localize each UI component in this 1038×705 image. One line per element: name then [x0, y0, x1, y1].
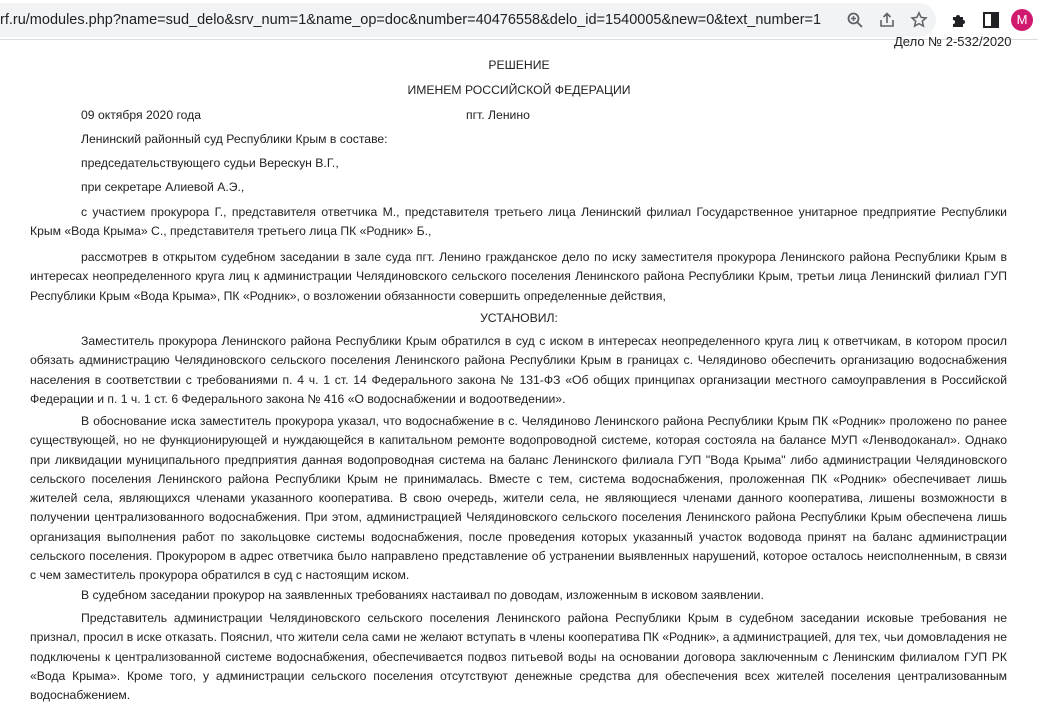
considered-paragraph: рассмотрев в открытом судебном заседании в зале суда пгт. Ленино гражданское дело по иску заместителя прокурора Ленинского района Республики Крым в интересах неопределенного круга лиц к администрации Челядиновского сельского поселения Ленинского района Республики Крым, третьи лица Ленинский филиал ГУП Республики Крым «Вода Крыма», ПК «Родник», о возложении обязанности совершить определенные действия,	[30, 250, 1007, 303]
judge-line: председательствующего судьи Верескун В.Г.,	[81, 156, 339, 170]
paragraph-hearing: В судебном заседании прокурор на заявленных требованиях настаивал по доводам, изложенным в исковом заявлении.	[81, 588, 764, 602]
paragraph-grounds: В обоснование иска заместитель прокурора указал, что водоснабжение в с. Челядиново Ленинского района Республики Крым ПК «Родник» проложено по ранее существующей, но не функционирующей и нуждающейся в капитальном ремонте водопроводной системе, которая состояла на балансе МУП «Ленводоканал». Однако при ликвидации муниципального предприятия данная водопроводная система на баланс Ленинского филиала ГУП "Вода Крыма" либо администрации Челядиновского сельского поселения Ленинского района Республики Крым не принималась. Вместе с тем, система водоснабжения, проложенная ПК «Родник» обеспечивает лишь жителей села, являющихся членами указанного кооператива. В свою очередь, жители села, не являющиеся членами данного кооператива, лишены возможности в получении централизованного водоснабжения. При этом, администрацией Челядиновского сельского поселения Ленинского района Республики Крым обеспечена лишь организация выполнения работ по закольцовке системы водоснабжения, после проведения которых указанный участок водовода принят на баланс администрации сельского поселения. Прокурором в адрес ответчика было направлено представление об устранении выявленных нарушений, которое осталось неисполненным, в связи с чем заместитель прокурора обратился в суд с настоящим иском.	[30, 414, 1007, 583]
court-line: Ленинский районный суд Республики Крым в составе:	[81, 132, 388, 146]
paragraph-claim: Заместитель прокурора Ленинского района Республики Крым обратился в суд с иском в интересах неопределенного круга лиц к ответчикам, в котором просил обязать администрацию Челядиновского сельского поселения Ленинского района Республики Крым в границах с. Челядиново обеспечить организацию водоснабжения населения в соответствии с требованиями п. 4 ч. 1 ст. 14 Федерального закона № 131-ФЗ «Об общих принципах организации местного самоуправления в Российской Федерации и п. 1 ч. 1 ст. 6 Федерального закона № 416 «О водоснабжении и водоотведении».	[30, 334, 1007, 406]
established-heading: УСТАНОВИЛ:	[480, 311, 558, 325]
star-icon[interactable]	[910, 11, 928, 29]
address-bar[interactable]	[0, 3, 936, 37]
decision-place: пгт. Ленино	[466, 108, 530, 122]
browser-toolbar	[0, 0, 1038, 40]
url-text[interactable]: rf.ru/modules.php?name=sud_delo&srv_num=1&name_op=doc&number=40476558&delo_id=1540005&new=0&text_number=1	[0, 12, 822, 28]
participants-paragraph: с участием прокурора Г., представителя ответчика М., представителя третьего лица Ленинский филиал Государственное унитарное предприятие Республики Крым «Вода Крыма» С., представителя третьего лица ПК «Родник» Б.,	[30, 205, 1007, 239]
zoom-icon[interactable]	[846, 11, 864, 29]
document-body	[0, 40, 1038, 703]
case-number: Дело № 2-532/2020	[894, 34, 1012, 49]
sidepanel-icon[interactable]	[982, 11, 1000, 29]
paragraph-defendant: Представитель администрации Челядиновского сельского поселения Ленинского района Республики Крым в судебном заседании исковые требования не признал, просил в иске отказать. Пояснил, что жители села сами не желают вступать в члены кооператива ПК «Родник», а администрацией, для тех, чьи домовладения не подключены к централизованной системе водоснабжения, обеспечивается подвоз питьевой воды на основании договора заключенным с Ленинским филиалом ГУП РК «Вода Крыма». Кроме того, у администрации сельского поселения отсутствуют денежные средства для обеспечения всех жителей поселения централизованным водоснабжением.	[30, 611, 1007, 703]
document-title: РЕШЕНИЕ	[488, 58, 550, 72]
secretary-line: при секретаре Алиевой А.Э.,	[81, 180, 245, 194]
avatar[interactable]: M	[1011, 9, 1033, 31]
document-subtitle: ИМЕНЕМ РОССИЙСКОЙ ФЕДЕРАЦИИ	[407, 83, 631, 97]
extensions-icon[interactable]	[950, 11, 968, 29]
decision-date: 09 октября 2020 года	[81, 108, 202, 122]
share-icon[interactable]	[878, 11, 896, 29]
